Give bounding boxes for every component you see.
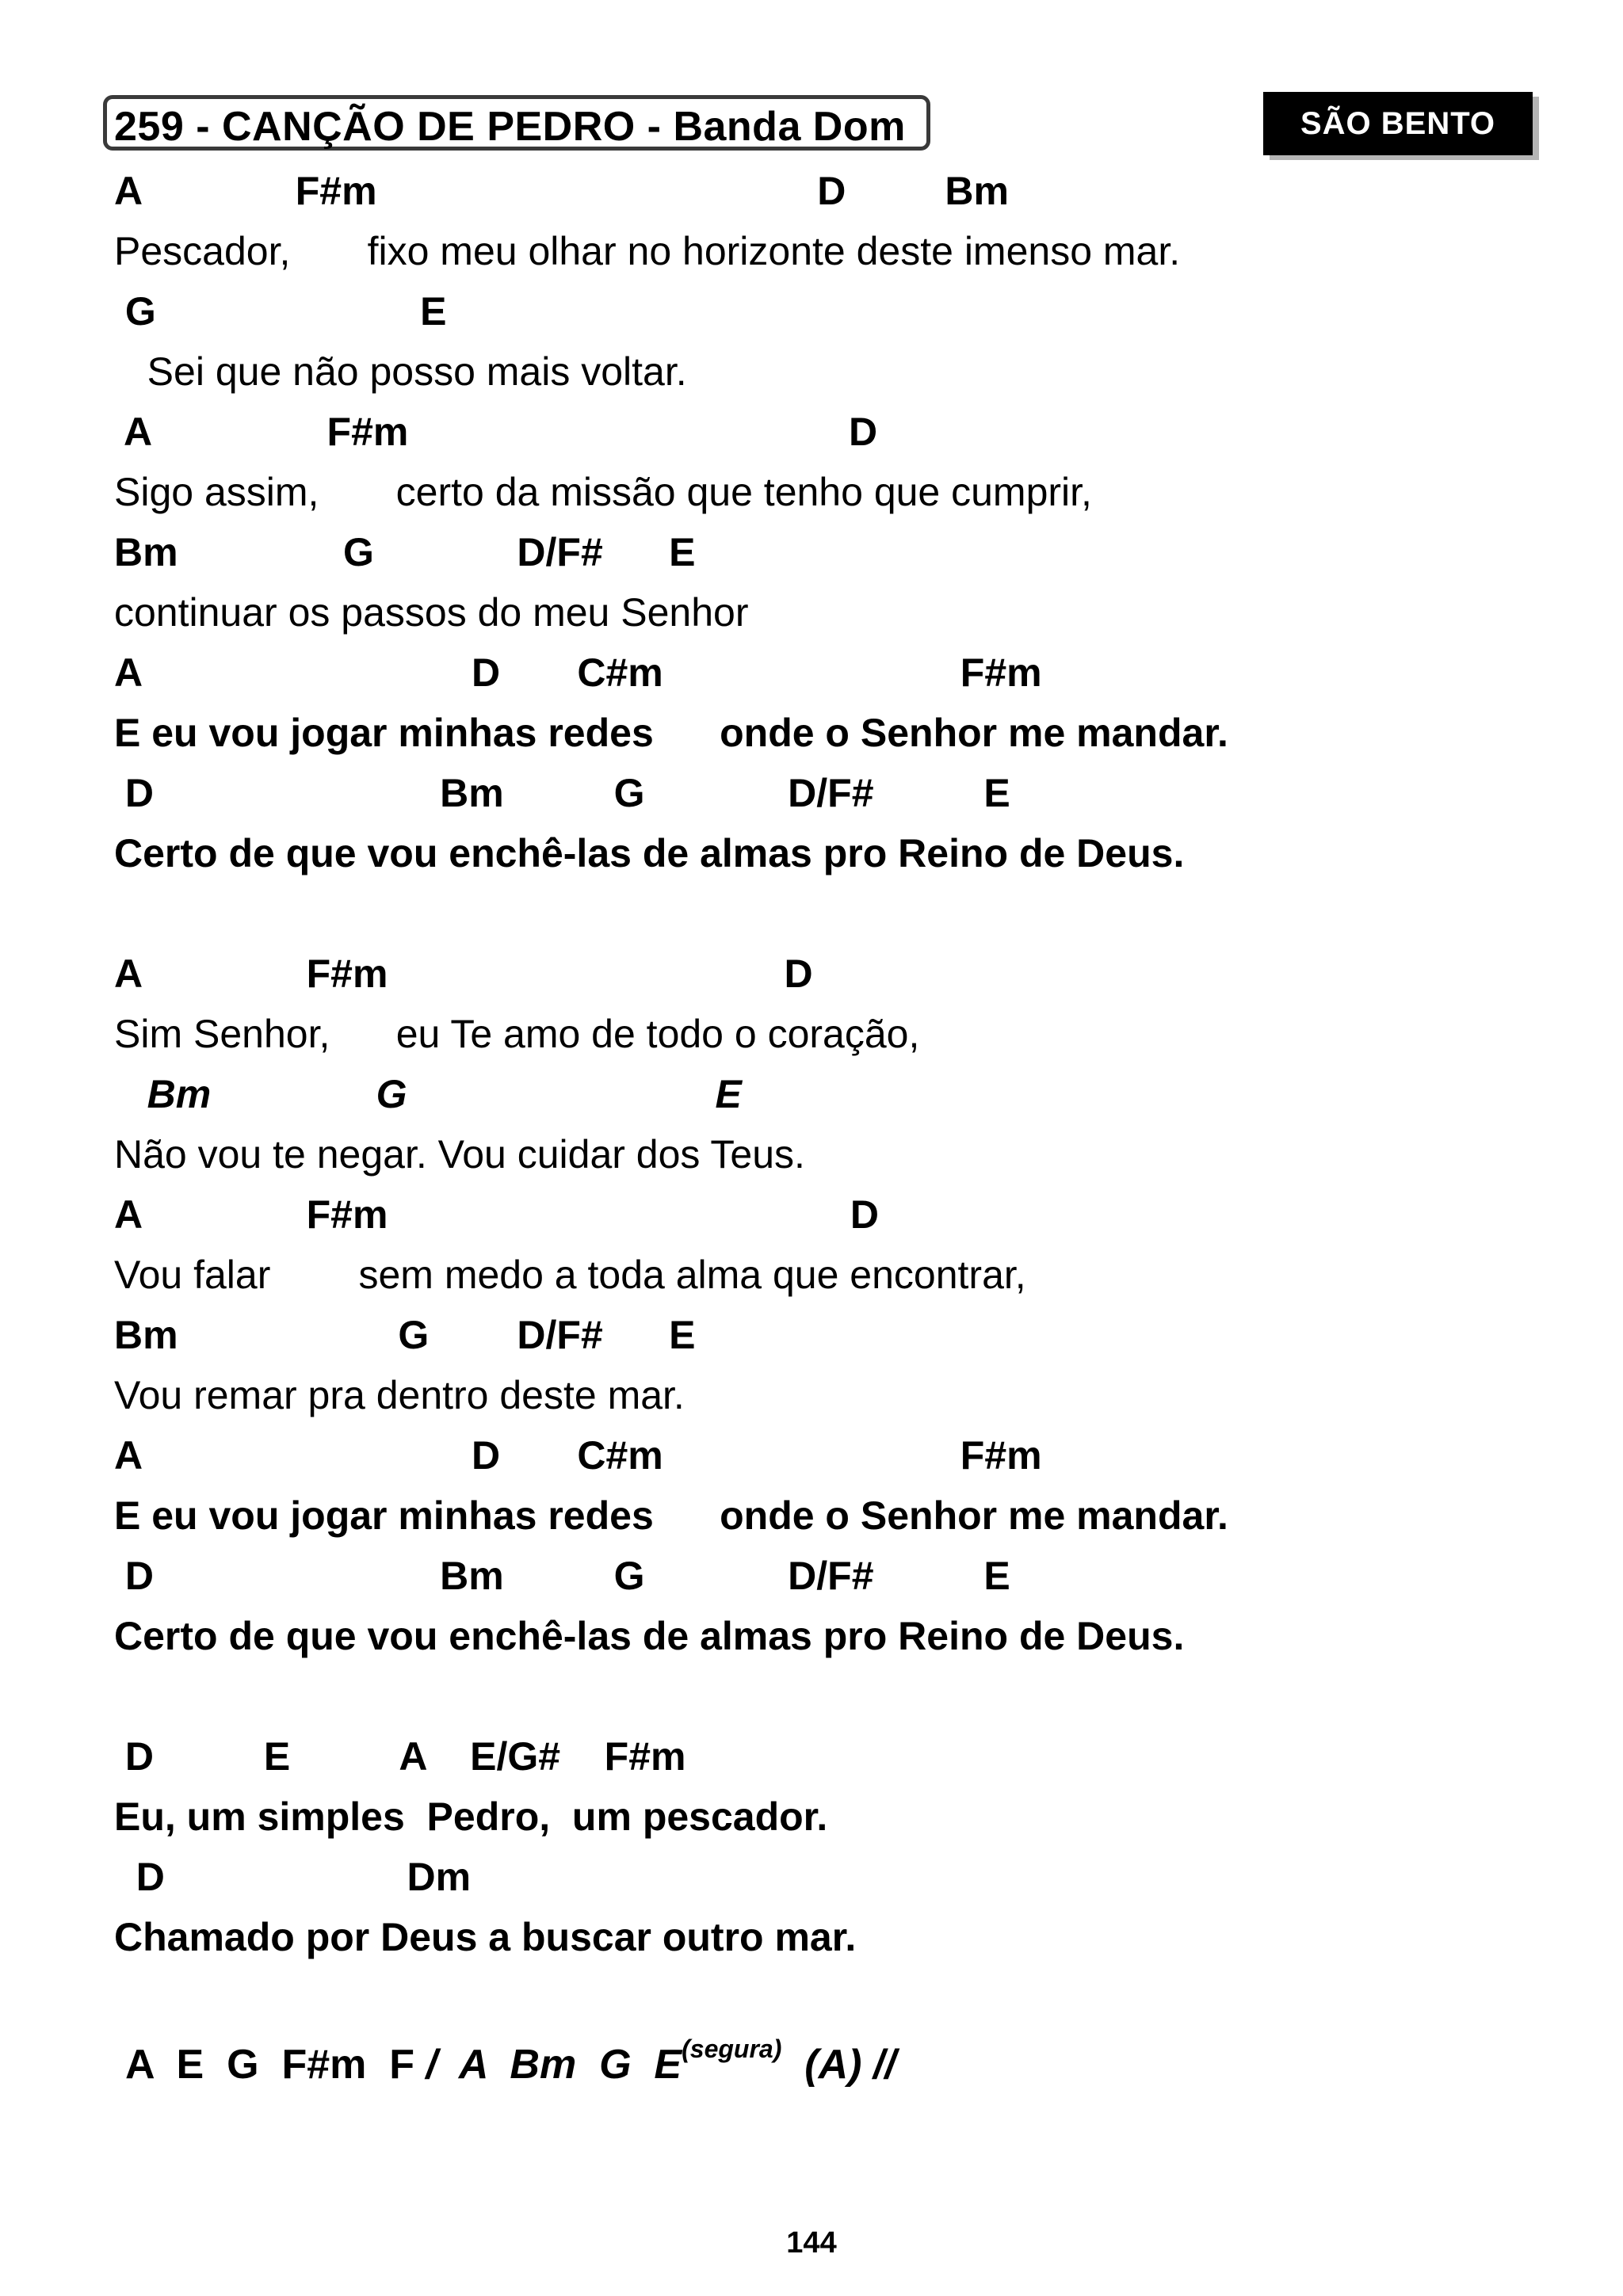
chord-line: A D C#m F#m xyxy=(114,650,1042,695)
page-number: 144 xyxy=(786,2226,837,2260)
chord-line: A F#m D Bm xyxy=(114,169,1009,213)
lyric-line: E eu vou jogar minhas redes onde o Senhor me mandar. xyxy=(114,1493,1228,1538)
chord-line: D Dm xyxy=(114,1855,472,1899)
chord-line: D Bm G D/F# E xyxy=(114,771,1010,815)
outro-line xyxy=(125,2035,896,2088)
outro-superscript: (segura) xyxy=(682,2035,782,2063)
lyric-line: Não vou te negar. Vou cuidar dos Teus. xyxy=(114,1132,805,1177)
lyric-line: Pescador, fixo meu olhar no horizonte deste imenso mar. xyxy=(114,229,1181,273)
chord-line: Bm G D/F# E xyxy=(114,530,696,574)
outro-part2: A Bm G E xyxy=(449,2042,682,2088)
chord-line: D E A E/G# F#m xyxy=(114,1734,686,1779)
chord-line: A F#m D xyxy=(114,952,813,996)
lyric-line: Sei que não posso mais voltar. xyxy=(114,349,687,394)
lyric-line: Certo de que vou enchê-las de almas pro Reino de Deus. xyxy=(114,1614,1185,1658)
lyric-line: Sigo assim, certo da missão que tenho que cumprir, xyxy=(114,470,1092,514)
lyric-line: continuar os passos do meu Senhor xyxy=(114,590,749,635)
lyric-line: Certo de que vou enchê-las de almas pro Reino de Deus. xyxy=(114,831,1185,875)
chord-line: D Bm G D/F# E xyxy=(114,1554,1010,1598)
outro-slash: / xyxy=(426,2042,449,2088)
lyric-line: Eu, um simples Pedro, um pescador. xyxy=(114,1794,828,1839)
chord-line: A F#m D xyxy=(114,1192,879,1237)
chord-line: Bm G D/F# E xyxy=(114,1313,696,1357)
outro-part3: (A) // xyxy=(781,2042,896,2088)
chord-line: A F#m D xyxy=(114,410,878,454)
lyric-line: Vou remar pra dentro deste mar. xyxy=(114,1373,685,1417)
lyric-line: Sim Senhor, eu Te amo de todo o coração, xyxy=(114,1012,920,1056)
song-title: 259 - CANÇÃO DE PEDRO - Banda Dom xyxy=(114,104,906,150)
lyric-line: Chamado por Deus a buscar outro mar. xyxy=(114,1915,857,1959)
chord-line: Bm G E xyxy=(114,1072,742,1116)
chord-line: G E xyxy=(114,289,447,334)
section-badge: SÃO BENTO xyxy=(1263,92,1533,155)
chord-line: A D C#m F#m xyxy=(114,1433,1042,1478)
lyric-line: E eu vou jogar minhas redes onde o Senhor me mandar. xyxy=(114,711,1228,755)
lyric-line: Vou falar sem medo a toda alma que encontrar, xyxy=(114,1253,1026,1297)
outro-part1: A E G F#m F xyxy=(125,2042,426,2088)
